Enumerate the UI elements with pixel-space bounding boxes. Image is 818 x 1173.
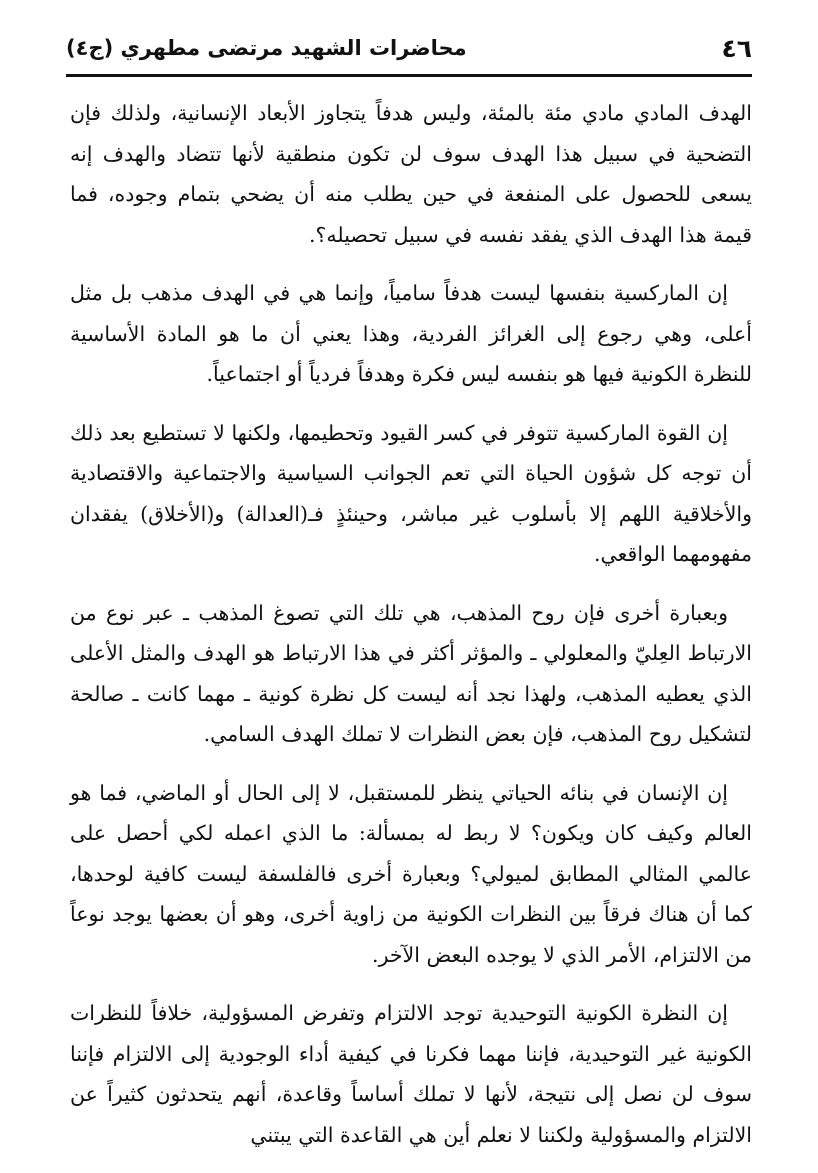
- running-title: محاضرات الشهيد مرتضى مطهري (ج٤): [66, 36, 467, 60]
- paragraph-1: الهدف المادي مادي مئة بالمئة، وليس هدفاً يتجاوز الأبعاد الإنسانية، ولذلك فإن التضحية في سبيل هذا الهدف سوف لن تكون منطقية لأنها تتضاد والهدف إنه يسعى للحصول على المنفعة في حين يطلب منه أن يضحي بتمام وجوده، فما قيمة هذا الهدف الذي يفقد نفسه في سبيل تحصيله؟.: [70, 101, 752, 247]
- paragraph-5: إن الإنسان في بنائه الحياتي ينظر للمستقبل، لا إلى الحال أو الماضي، فما هو العالم وكيف كان ويكون؟ لا ربط له بمسألة: ما الذي اعمله لكي أحصل على عالمي المثالي المطابق لميولي؟ وبعبارة أخرى فالفلسفة ليست كافية لوحدها، كما أن هناك فرقاً بين النظرات الكونية من زاوية أخرى، وهو أن بعضها يوجد نوعاً من الالتزام، الأمر الذي لا يوجده البعض الآخر.: [70, 780, 752, 967]
- paragraph-2: إن الماركسية بنفسها ليست هدفاً سامياً، وإنما هي في الهدف مذهب بل مثل أعلى، وهي رجوع إلى الغرائز الفردية، وهذا يعني أن ما هو المادة الأساسية للنظرة الكونية فيها هو بنفسه ليس فكرة وهدفاً فردياً أو اجتماعياً.: [70, 281, 752, 386]
- header-divider: [66, 74, 752, 77]
- page-header: [66, 28, 752, 68]
- body-text: [70, 93, 752, 1173]
- paragraph-4: وبعبارة أخرى فإن روح المذهب، هي تلك التي تصوغ المذهب ـ عبر نوع من الارتباط العِليّ والمعلولي ـ والمؤثر أكثر في هذا الارتباط هو الهدف والمثل الأعلى الذي يعطيه المذهب، ولهذا نجد أنه ليست كل نظرة كونية ـ مهما كانت ـ صالحة لتشكيل روح المذهب، فإن بعض النظرات لا تملك الهدف السامي.: [70, 600, 752, 746]
- page-number: ٤٦: [721, 33, 752, 63]
- paragraph-3: إن القوة الماركسية تتوفر في كسر القيود وتحطيمها، ولكنها لا تستطيع بعد ذلك أن توجه كل شؤون الحياة التي تعم الجوانب السياسية والاجتماعية والاقتصادية والأخلاقية اللهم إلا بأسلوب غير مباشر، وحينئذٍ فـ(العدالة) و(الأخلاق) يفقدان مفهومهما الواقعي.: [70, 420, 752, 566]
- paragraph-6: إن النظرة الكونية التوحيدية توجد الالتزام وتفرض المسؤولية، خلافاً للنظرات الكونية غير التوحيدية، فإننا مهما فكرنا في كيفية أداء الوجودية إلى الالتزام فإننا سوف لن نصل إلى نتيجة، لأنها لا تملك أساساً وقاعدة، أنهم يتحدثون كثيراً عن الالتزام والمسؤولية ولكننا لا نعلم أين هي القاعدة التي يبتني: [70, 1001, 752, 1147]
